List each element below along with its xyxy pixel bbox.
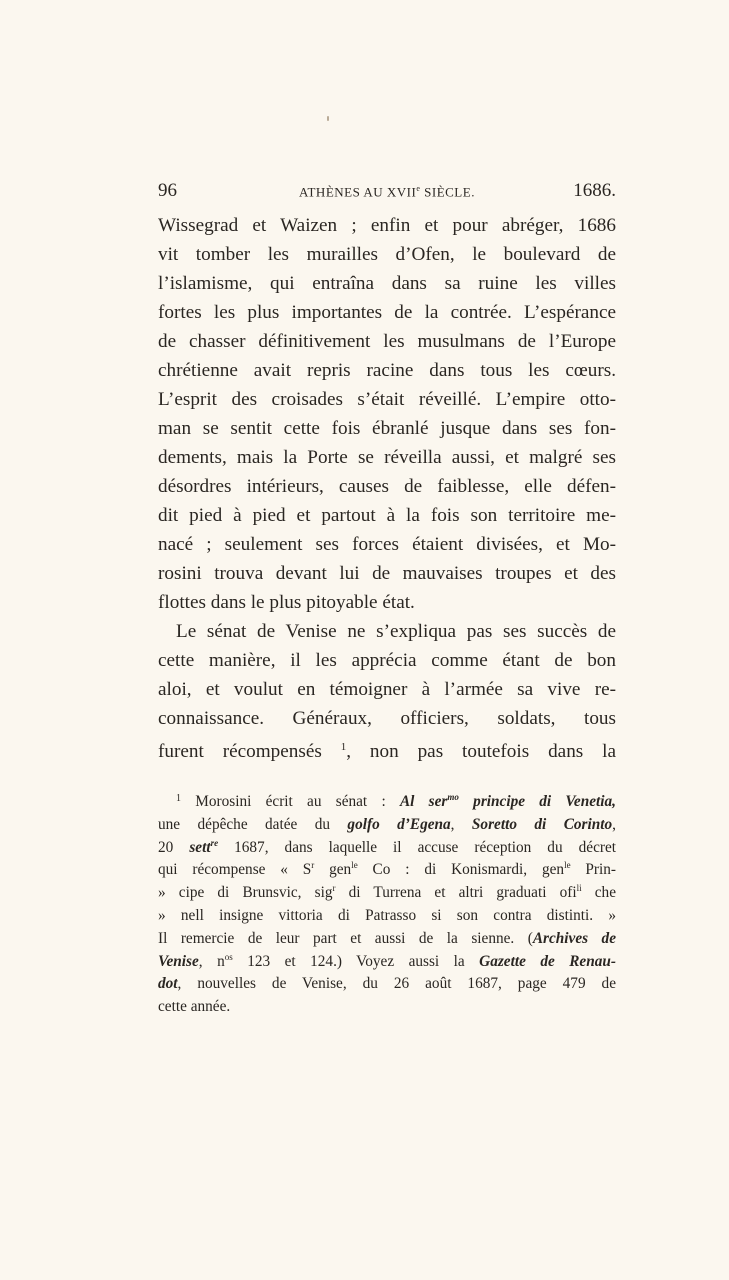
text-line: connaissance. Généraux, officiers, soldats, tous: [158, 708, 616, 729]
footnote-line: une dépêche datée du golfo d’Egena, Soretto di Corinto,: [158, 815, 616, 833]
text-line: désordres intérieurs, causes de faiblesse, elle défen-: [158, 476, 616, 497]
footnote-line: » cipe di Brunsvic, sig$^r$ di Turrena et altri graduati ofi$^{li}$ che: [158, 883, 616, 902]
header-year: 1686.: [573, 180, 616, 201]
text-line: dit pied à pied et partout à la fois son territoire me-: [158, 505, 616, 526]
text-line: L’esprit des croisades s’était réveillé. L’empire otto-: [158, 389, 616, 410]
text-line: aloi, et voulut en témoigner à l’armée sa vive re-: [158, 679, 616, 700]
footnote-mark: 1: [176, 793, 181, 804]
text-line: cette manière, il les apprécia comme étant de bon: [158, 650, 616, 671]
text-line: Wissegrad et Waizen ; enfin et pour abréger, 1686: [158, 215, 616, 236]
footnote-line: cette année.: [158, 998, 231, 1016]
main-text: [158, 211, 616, 762]
text-line: man se sentit cette fois ébranlé jusque dans ses fon-: [158, 418, 616, 439]
text-line-with-footnote-ref: furent récompensés $^1$, non pas toutefois dans la: [158, 741, 617, 762]
footnote-line: qui récompense « $S^r$ gen$^{le}$ Co : di Konismardi, gen$^{le}$ Prin-: [158, 860, 616, 879]
footnote: [158, 791, 616, 1019]
text-line: nacé ; seulement ses forces étaient divisées, et Mo-: [158, 534, 616, 555]
footnote-line: Venise, $n^{os}$ 123 et 124.) Voyez aussi la Gazette de Renau-: [158, 951, 616, 970]
footnote-line: Il remercie de leur part et aussi de la sienne. (Archives de: [158, 929, 616, 947]
text-line: rosini trouva devant lui de mauvaises troupes et des: [158, 563, 616, 584]
page-header: [158, 180, 616, 206]
footnote-reference: 1: [340, 741, 347, 753]
page-number: 96: [158, 180, 177, 201]
running-title: ATHÈNES AU XVIIe SIÈCLE.: [299, 184, 475, 200]
footnote-line: 20 sett$^{re}$ 1687, dans laquelle il accuse réception du décret: [158, 837, 616, 856]
text-line: chrétienne avait repris racine dans tous les cœurs.: [158, 360, 616, 381]
footnote-line: dot, nouvelles de Venise, du 26 août 1687, page 479 de: [158, 975, 616, 993]
text-line: dements, mais la Porte se réveilla aussi, et malgré ses: [158, 447, 616, 468]
text-line: flottes dans le plus pitoyable état.: [158, 592, 415, 613]
footnote-line: $^1$ Morosini écrit au sénat : Al ser$^{mo}$ principe di Venetia,: [176, 792, 616, 810]
text-line: Le sénat de Venise ne s’expliqua pas ses succès de: [176, 621, 616, 642]
text-line: de chasser définitivement les musulmans de l’Europe: [158, 331, 616, 352]
paper-speck: [327, 116, 329, 121]
footnote-line: » nell insigne vittoria di Patrasso si son contra distinti. »: [158, 906, 616, 924]
text-line: vit tomber les murailles d’Ofen, le boulevard de: [158, 244, 616, 265]
text-line: fortes les plus importantes de la contrée. L’espérance: [158, 302, 616, 323]
text-line: l’islamisme, qui entraîna dans sa ruine les villes: [158, 273, 616, 294]
